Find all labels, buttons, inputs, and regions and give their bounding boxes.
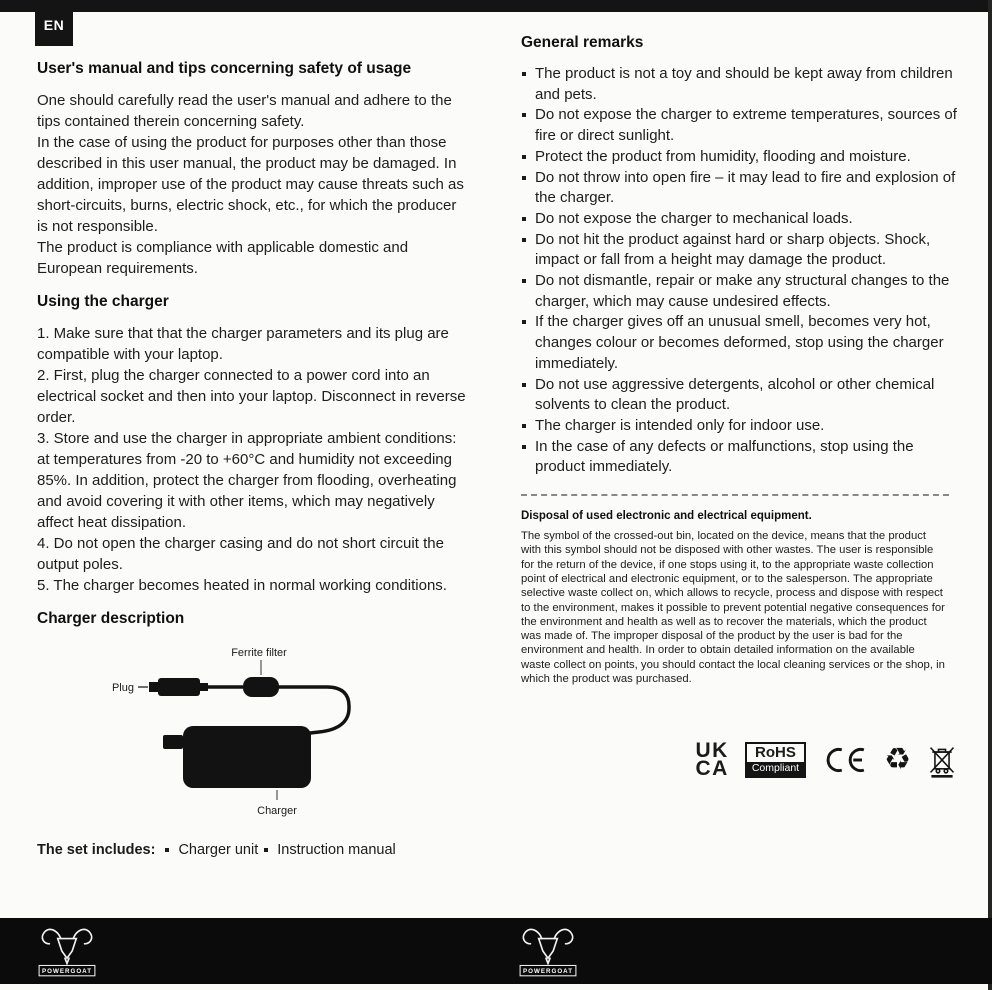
remark-item: Do not expose the charger to mechanical loads. — [521, 209, 957, 230]
brand-name: POWERGOAT — [522, 968, 574, 976]
weee-crossed-bin-icon — [927, 742, 957, 778]
remark-item: Do not use aggressive detergents, alcohol or other chemical solvents to clean the product. — [521, 375, 957, 416]
charger-body-shape — [183, 726, 311, 788]
plug-shape — [149, 678, 208, 696]
charger-diagram — [37, 642, 467, 824]
set-includes-label: The set includes: — [37, 842, 156, 858]
charger-description-title: Charger description — [37, 610, 185, 627]
step-item: 2. First, plug the charger connected to a power cord into an electrical socket and then into your laptop. Disconnect in reverse order. — [37, 367, 466, 426]
remark-item: The charger is intended only for indoor use. — [521, 416, 957, 437]
connector-shape — [163, 735, 183, 749]
recycling-icon: ♻ — [884, 743, 911, 777]
rohs-mark — [745, 742, 806, 778]
disposal-section — [521, 510, 957, 686]
remark-item: Do not hit the product against hard or sharp objects. Shock, impact or fall from a height may damage the product. — [521, 230, 957, 271]
plug-label: Plug — [111, 682, 134, 694]
general-remarks-title: General remarks — [521, 34, 644, 51]
using-charger-section — [37, 293, 467, 596]
ukca-mark-top: UK — [695, 739, 729, 763]
section-divider — [521, 494, 949, 496]
powergoat-logo — [36, 923, 98, 979]
set-includes-item: Instruction manual — [264, 842, 395, 858]
compliance-marks — [521, 739, 957, 781]
step-item: 4. Do not open the charger casing and do not short circuit the output poles. — [37, 535, 444, 573]
left-column — [37, 60, 467, 858]
ferrite-filter-shape — [243, 677, 279, 697]
brand-banner — [520, 965, 576, 975]
language-badge-label: EN — [43, 17, 65, 33]
step-item: 3. Store and use the charger in appropriate ambient conditions: at temperatures from -20 to +60°C and humidity not exceeding 85%. In addition, protect the charger from flooding, overheating and avoid covering it with other items, which may negatively affect heat dissipation. — [37, 430, 457, 531]
remark-item: Do not dismantle, repair or make any structural changes to the charger, which may cause undesired effects. — [521, 271, 957, 312]
ukca-mark-bottom: CA — [695, 757, 729, 781]
step-item: 5. The charger becomes heated in normal working conditions. — [37, 577, 447, 594]
remark-item: Protect the product from humidity, flooding and moisture. — [521, 147, 957, 168]
brand-name: POWERGOAT — [41, 968, 93, 976]
goat-head-icon — [523, 929, 572, 963]
safety-section — [37, 60, 467, 279]
disposal-title: Disposal of used electronic and electrical equipment. — [521, 510, 812, 523]
rohs-compliant-label: Compliant — [747, 762, 804, 776]
general-remarks-list — [521, 64, 957, 478]
safety-paragraph: In the case of using the product for purposes other than those described in this user manual, the product may be damaged. In addition, improper use of the product may cause threats such as short-circuits, burns, electric shock, etc., for which the producer is not responsible. — [37, 134, 464, 235]
set-includes-line — [37, 842, 467, 858]
brand-banner — [39, 965, 95, 975]
using-charger-title: Using the charger — [37, 293, 169, 310]
general-remarks-section — [521, 34, 957, 478]
powergoat-logo — [517, 923, 579, 979]
set-includes-item: Charger unit — [165, 842, 258, 858]
disposal-body: The symbol of the crossed-out bin, located on the device, means that the product with this symbol should not be disposed with other wastes. The user is responsible for the return of the device, if one stops using it, to the appropriate waste collection point of electrical and electronic equipment, or to the salesperson. The appropriate selective waste collect on, which allows to recycle, process and dispose with respect to the environment, makes it possible to prevent potential negative consequences for the environment and health as well as to recover the materials, which the product was made of. The improper disposal of the product by the user is bad for the environment and health. In order to obtain detailed information on the available waste collect on points, you should contact the local cleaning services or the shop, in which the product was purchased. — [521, 530, 945, 686]
rohs-mark-label: RoHS — [755, 744, 796, 762]
ukca-mark — [695, 739, 729, 781]
language-badge — [35, 4, 73, 46]
charger-label: Charger — [257, 805, 297, 817]
footer-bar — [0, 918, 992, 984]
step-item: 1. Make sure that that the charger parameters and its plug are compatible with your laptop. — [37, 325, 449, 363]
top-strip — [0, 0, 992, 12]
right-column — [521, 34, 957, 781]
remark-item: Do not throw into open fire – it may lead to fire and explosion of the charger. — [521, 168, 957, 209]
scan-edge-shadow — [988, 0, 992, 990]
ce-mark-icon — [822, 745, 868, 775]
goat-head-icon — [42, 929, 91, 963]
remark-item: If the charger gives off an unusual smell, becomes very hot, changes colour or becomes deformed, stop using the charger immediately. — [521, 312, 957, 374]
ferrite-filter-label: Ferrite filter — [231, 647, 287, 659]
safety-title: User's manual and tips concerning safety of usage — [37, 60, 412, 77]
safety-paragraph: The product is compliance with applicable domestic and European requirements. — [37, 239, 409, 277]
remark-item: The product is not a toy and should be kept away from children and pets. — [521, 64, 957, 105]
charger-description-section — [37, 610, 467, 824]
remark-item: Do not expose the charger to extreme temperatures, sources of fire or direct sunlight. — [521, 105, 957, 146]
safety-paragraph: One should carefully read the user's manual and adhere to the tips contained therein concerning safety. — [37, 92, 452, 130]
remark-item: In the case of any defects or malfunctions, stop using the product immediately. — [521, 437, 957, 478]
